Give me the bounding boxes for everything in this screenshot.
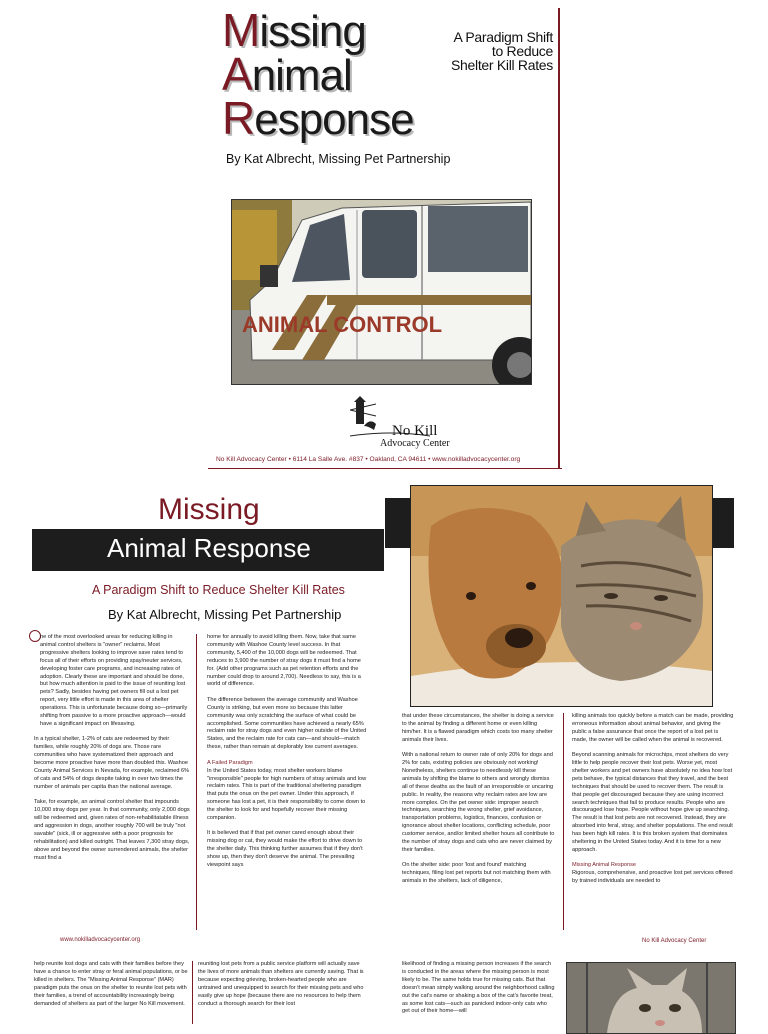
article-title-bar-text: Animal Response (107, 533, 311, 563)
column-divider (192, 961, 193, 1024)
paragraph: The difference between the average community and Washoe County is striking, but even more so because this latter community was only scratching the surface of what could be accomplished. Some communities have achieved a nearly 65% reclaim rate for stray dogs and even higher outside of the United States, and the reclaim rate for cats can—and should—match these, rather than remain at deplorably low current averages. (207, 696, 367, 751)
article-title-top: Missing (158, 493, 260, 526)
cover-horizontal-rule (208, 468, 562, 469)
page3-column-3: likelihood of finding a missing person increases if the search is conducted in the areas where the missing person is most likely to be. The same holds true for missing cats. But that doesn't mean simply walking around the neighborhood calling out the cat's name or shaking a box of the cat's favorite treat, as some lost cats—such as panicked indoor-only cats who get out of their home—will (402, 961, 555, 1015)
cover-title (222, 4, 414, 144)
page3-column-1: help reunite lost dogs and cats with their families before they have a chance to enter stray or feral animal populations, or be killed in shelters. The "Missing Animal Response" (MAR) paradigm puts the onus on the shelter to reunite lost pets with their families, a trend of accountability increasingly being demanded of shelters as part of the larger No Kill movement. (34, 961, 188, 1007)
animal-control-truck-photo (231, 199, 532, 385)
footer-url[interactable]: www.nokilladvocacycenter.org (60, 937, 141, 943)
footer-org: No Kill Advocacy Center (642, 938, 707, 944)
article-byline: By Kat Albrecht, Missing Pet Partnership (108, 607, 342, 622)
title-bar-segment (712, 498, 734, 548)
paragraph: home for annually to avoid killing them. Now, take that same community with Washoe County level success. In that community, 5,400 of the 10,000 dogs will be redeemed. That reduces to 3,900 the number of stray dogs it must find a home for. (Add other programs such as pet retention efforts and the number could drop to around 2,700). Needless to say, this is a world of difference. (207, 634, 361, 688)
paragraph: It is believed that if that pet owner cared enough about their missing dog or cat, they would make the effort to drive down to the shelter daily. This thinking further assumes that if they don't show up, then they don't deserve the animal. The prevailing viewpoint says (207, 830, 363, 869)
paragraph: Beyond scanning animals for microchips, most shelters do very little to help people recover their lost pets. Worse yet, most shelter workers and pet owners have absolutely no idea how lost pets behave, the typical distances that they travel, and the best techniques that should be used to recover them. The result is that people get discouraged because they are using incorrect search techniques that fail to produce results. People who are discouraged lose hope. People without hope give up searching. The result is that lost pets are not recovered. Instead, they are absorbed into feral, stray, and shelter populations. The end result has been high kill rates. It is this broken system that dominates sheltering in the United States today. And it is time for a new approach. (572, 752, 733, 853)
paragraph: that under these circumstances, the shelter is doing a service to the animal by finding a different home or even killing him/her. It is a flawed paradigm which costs too many shelter animals their lives. (402, 713, 554, 743)
paragraph: Rigorous, comprehensive, and proactive lost pet services offered by trained individuals are needed to (572, 870, 733, 885)
cat-photo (566, 962, 736, 1034)
column-divider (196, 634, 197, 930)
article-column-2 (207, 634, 367, 877)
paragraph: ne of the most overlooked areas for reducing killing in animal control shelters is "owner" reclaims. Most progressive shelters looking to improve save rates tend to focus all of their efforts on providing spay/neuter services, developing foster care programs, and increasing rates of adoption. Clearly these are important and should be done, but how much attention is paid to the issue of reuniting lost pets? Sadly, besides having pet owners fill out a lost pet report, very little effort is made in this area of shelter operations. This is unfortunate because doing so—primarily shifting from passive to a more proactive approach—would have a significant impact on lifesaving. (40, 634, 188, 727)
paragraph: Take, for example, an animal control shelter that impounds 10,000 stray dogs per year. In that community, only 2,000 dogs will be redeemed and, given rates of non-rehabilitatable illness and aggression in dogs, another roughly 700 will be truly "not savable" (sick, ill or aggressive with a poor prognosis for rehabilitation) and killed outright. That leaves 7,300 stray dogs, above and beyond the owner surrendered animals, the shelter must find a (34, 799, 190, 861)
logo-text-advocacy: Advocacy Center (380, 438, 450, 449)
paragraph: With a national return to owner rate of only 20% for dogs and 2% for cats, existing policies are obviously not working! Nonetheless, shelters continue to needlessly kill these animals by shifting the blame to others and wrongly dismiss all of these deaths as the fault of an irresponsible or uncaring public. In reality, the reasons why reclaim rates are low are more complex. On the pet owner side: improper search techniques, searching the wrong shelter, grief avoidance, transportation problems, logistics, finances, confusion or ignorance about shelter locations, conflicting schedule, poor customer service, and/or limited shelter hours all contribute to the number of stray dogs and cats who are never claimed by their families. (402, 752, 555, 853)
article-subtitle: A Paradigm Shift to Reduce Shelter Kill Rates (92, 583, 345, 597)
cover-vertical-rule (558, 8, 560, 468)
paragraph: In the United States today, most shelter workers blame "irresponsible" people for high numbers of stray animals and low reclaim rates. This is part of the traditional sheltering paradigm that puts the onus on the pet owner. Under this approach, if someone has lost a pet, it is their responsibility to come down to the shelter to look for and hopefully recover their missing companion. (207, 767, 367, 822)
page3-column-2: reuniting lost pets from a public service platform will actually save the lives of more animals than shelters are currently saving. That is because expecting grieving, broken-hearted people who are untrained and unequipped to search for their missing pets and who easily give up hope (because there are no resources to help them conduct a thorough search for their lost (198, 961, 364, 1007)
article-column-4 (572, 713, 734, 894)
cover-subtitle: A Paradigm Shift to Reduce Shelter Kill Rates (451, 29, 553, 73)
cover-title-line: Response (222, 92, 414, 144)
logo-text-no-kill: No Kill (392, 423, 438, 439)
title-bar-segment (385, 498, 411, 548)
dog-and-cat-photo (410, 485, 713, 707)
article-column-1 (34, 634, 190, 870)
article-column-3 (402, 713, 555, 894)
paragraph: On the shelter side: poor 'lost and found' matching techniques, filing lost pet reports but not matching them with animals in the shelters, lack of diligence, (402, 862, 551, 885)
vehicle-label: ANIMAL CONTROL (242, 312, 443, 337)
cover-title-line: Animal (222, 48, 352, 100)
paragraph: killing animals too quickly before a match can be made, providing erroneous information about animal behavior, and giving the public a false assurance that once the report of a lost pet is made, the owner will be called when the animal is recovered. (572, 713, 734, 743)
column-divider (563, 713, 564, 930)
paragraph: In a typical shelter, 1-2% of cats are redeemed by their families, while roughly 20% of dogs are. Those rare communities who have systematized their approach and become more proactive have more than doubled this. Washoe County Animal Services in Nevada, for example, reclaimed 6% of cats and 54% of dogs despite taking in over two times the number of animals per capita than the national average. (34, 736, 190, 790)
section-heading: A Failed Paradigm (207, 759, 253, 766)
cover-title-line: Missing (222, 4, 366, 56)
section-heading: Missing Animal Response (572, 862, 637, 869)
cover-byline: By Kat Albrecht, Missing Pet Partnership (226, 152, 451, 166)
cover-footer: No Kill Advocacy Center • 6114 La Salle Ave. #837 • Oakland, CA 94611 • www.nokilladvocacycenter.org (216, 456, 521, 463)
